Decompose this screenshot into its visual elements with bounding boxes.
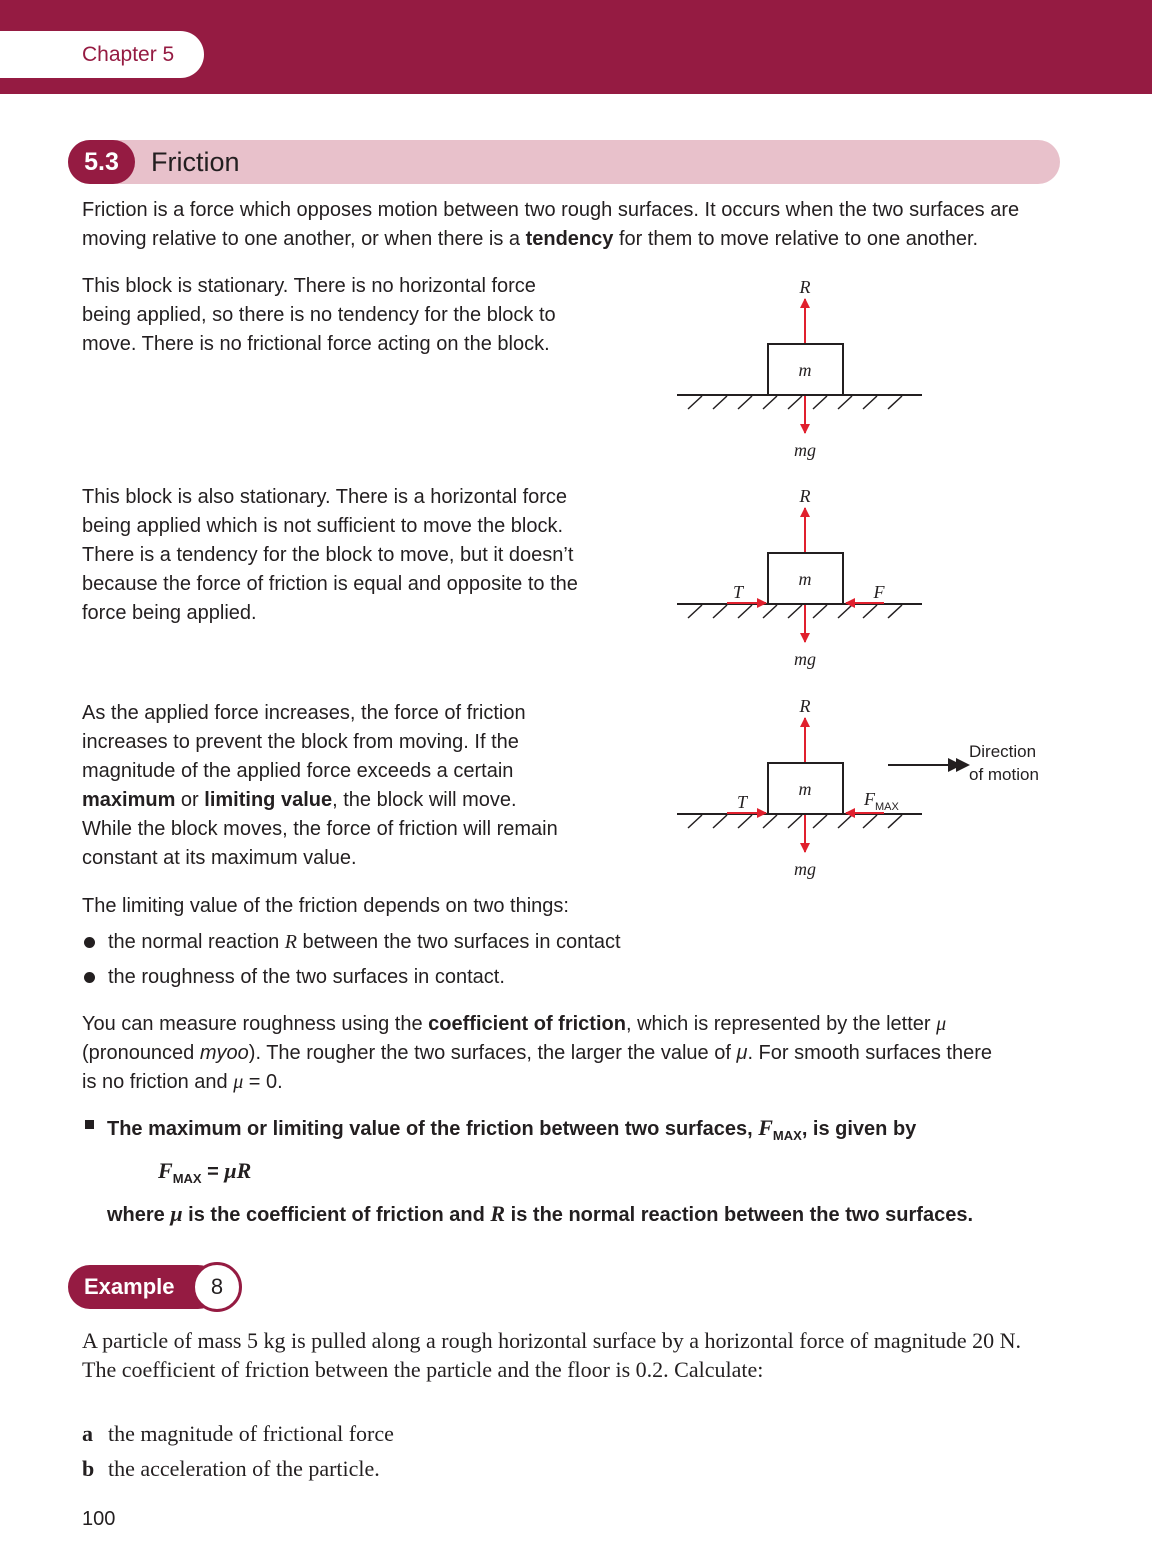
case-1-text: This block is stationary. There is no horizontal force being applied, so there is no tendency for the block to move. There is no frictional force acting on the block. — [82, 275, 556, 355]
list-item: the roughness of the two surfaces in contact. — [82, 960, 621, 995]
example-parts — [82, 1416, 394, 1486]
label-m: m — [798, 360, 812, 380]
section-title: Friction — [151, 147, 240, 177]
label-m: m — [798, 569, 812, 589]
example-label: Example — [68, 1265, 220, 1309]
list-item: the normal reaction R between the two surfaces in contact — [82, 925, 621, 960]
ground-hatching — [688, 605, 902, 618]
label-F-max-subscript: MAX — [875, 801, 899, 813]
key-point: The maximum or limiting value of the friction between two surfaces, $F_{MAX}$, is given by $F_{MAX} = \mu R$ where μ is the coefficient of friction and R is the normal reaction between the two surfaces. — [82, 1110, 1062, 1233]
label-mg: mg — [794, 859, 816, 879]
label-T: T — [732, 582, 744, 602]
intro-paragraph: Friction is a force which opposes motion between two rough surfaces. It occurs when the two surfaces are moving relative to one another, or when there is a tendency for them to move relative to one another. — [82, 199, 1020, 250]
case-3-text: As the applied force increases, the force of friction increases to prevent the block from moving. If the magnitude of the applied force exceeds a certain maximum or limiting value, the block will move. While the block moves, the force of friction will remain constant at its maximum value. — [82, 702, 558, 869]
label-F-max: F — [864, 789, 875, 809]
label-mg: mg — [794, 649, 816, 669]
label-R: R — [799, 277, 811, 297]
depends-lead: The limiting value of the friction depends on two things: — [82, 895, 569, 917]
coefficient-paragraph: You can measure roughness using the coefficient of friction, which is represented by the letter μ (pronounced myoo). The rougher the two surfaces, the larger the value of μ. For smooth surfaces there is no friction and μ = 0. — [82, 1013, 992, 1093]
label-T: T — [736, 792, 748, 812]
direction-of-motion-arrow — [888, 758, 970, 772]
page-number: 100 — [82, 1508, 116, 1530]
label-R: R — [799, 696, 811, 716]
direction-label-2: of motion — [969, 765, 1039, 784]
label-R: R — [799, 486, 811, 506]
diagram-applied-force — [672, 484, 972, 674]
key-point-bullet — [85, 1120, 94, 1129]
depends-list — [82, 925, 621, 995]
example-part-a: a the magnitude of frictional force — [82, 1421, 394, 1446]
example-text: A particle of mass 5 kg is pulled along a rough horizontal surface by a horizontal force of magnitude 20 N. The coefficient of friction between the particle and the floor is 0.2. Calculate: — [82, 1328, 1022, 1382]
label-mg: mg — [794, 440, 816, 460]
direction-label-1: Direction — [969, 742, 1037, 761]
chapter-tab[interactable]: Chapter 5 — [0, 31, 204, 78]
example-part-b: b the acceleration of the particle. — [82, 1456, 380, 1481]
label-F: F — [873, 582, 885, 602]
section-number: 5.3 — [68, 140, 135, 184]
diagram-no-force — [672, 275, 972, 465]
label-m: m — [798, 779, 812, 799]
example-number: 8 — [192, 1262, 242, 1312]
ground-hatching — [688, 815, 902, 828]
ground-hatching — [688, 396, 902, 409]
diagram-limiting-friction — [672, 694, 1062, 884]
friction-formula: $F_{MAX} = \mu R$ — [158, 1158, 252, 1186]
case-2-text: This block is also stationary. There is a horizontal force being applied which is not sufficient to move the block. There is a tendency for the block to move, but it doesn’t because the force of friction is equal and opposite to the force being applied. — [82, 486, 578, 624]
